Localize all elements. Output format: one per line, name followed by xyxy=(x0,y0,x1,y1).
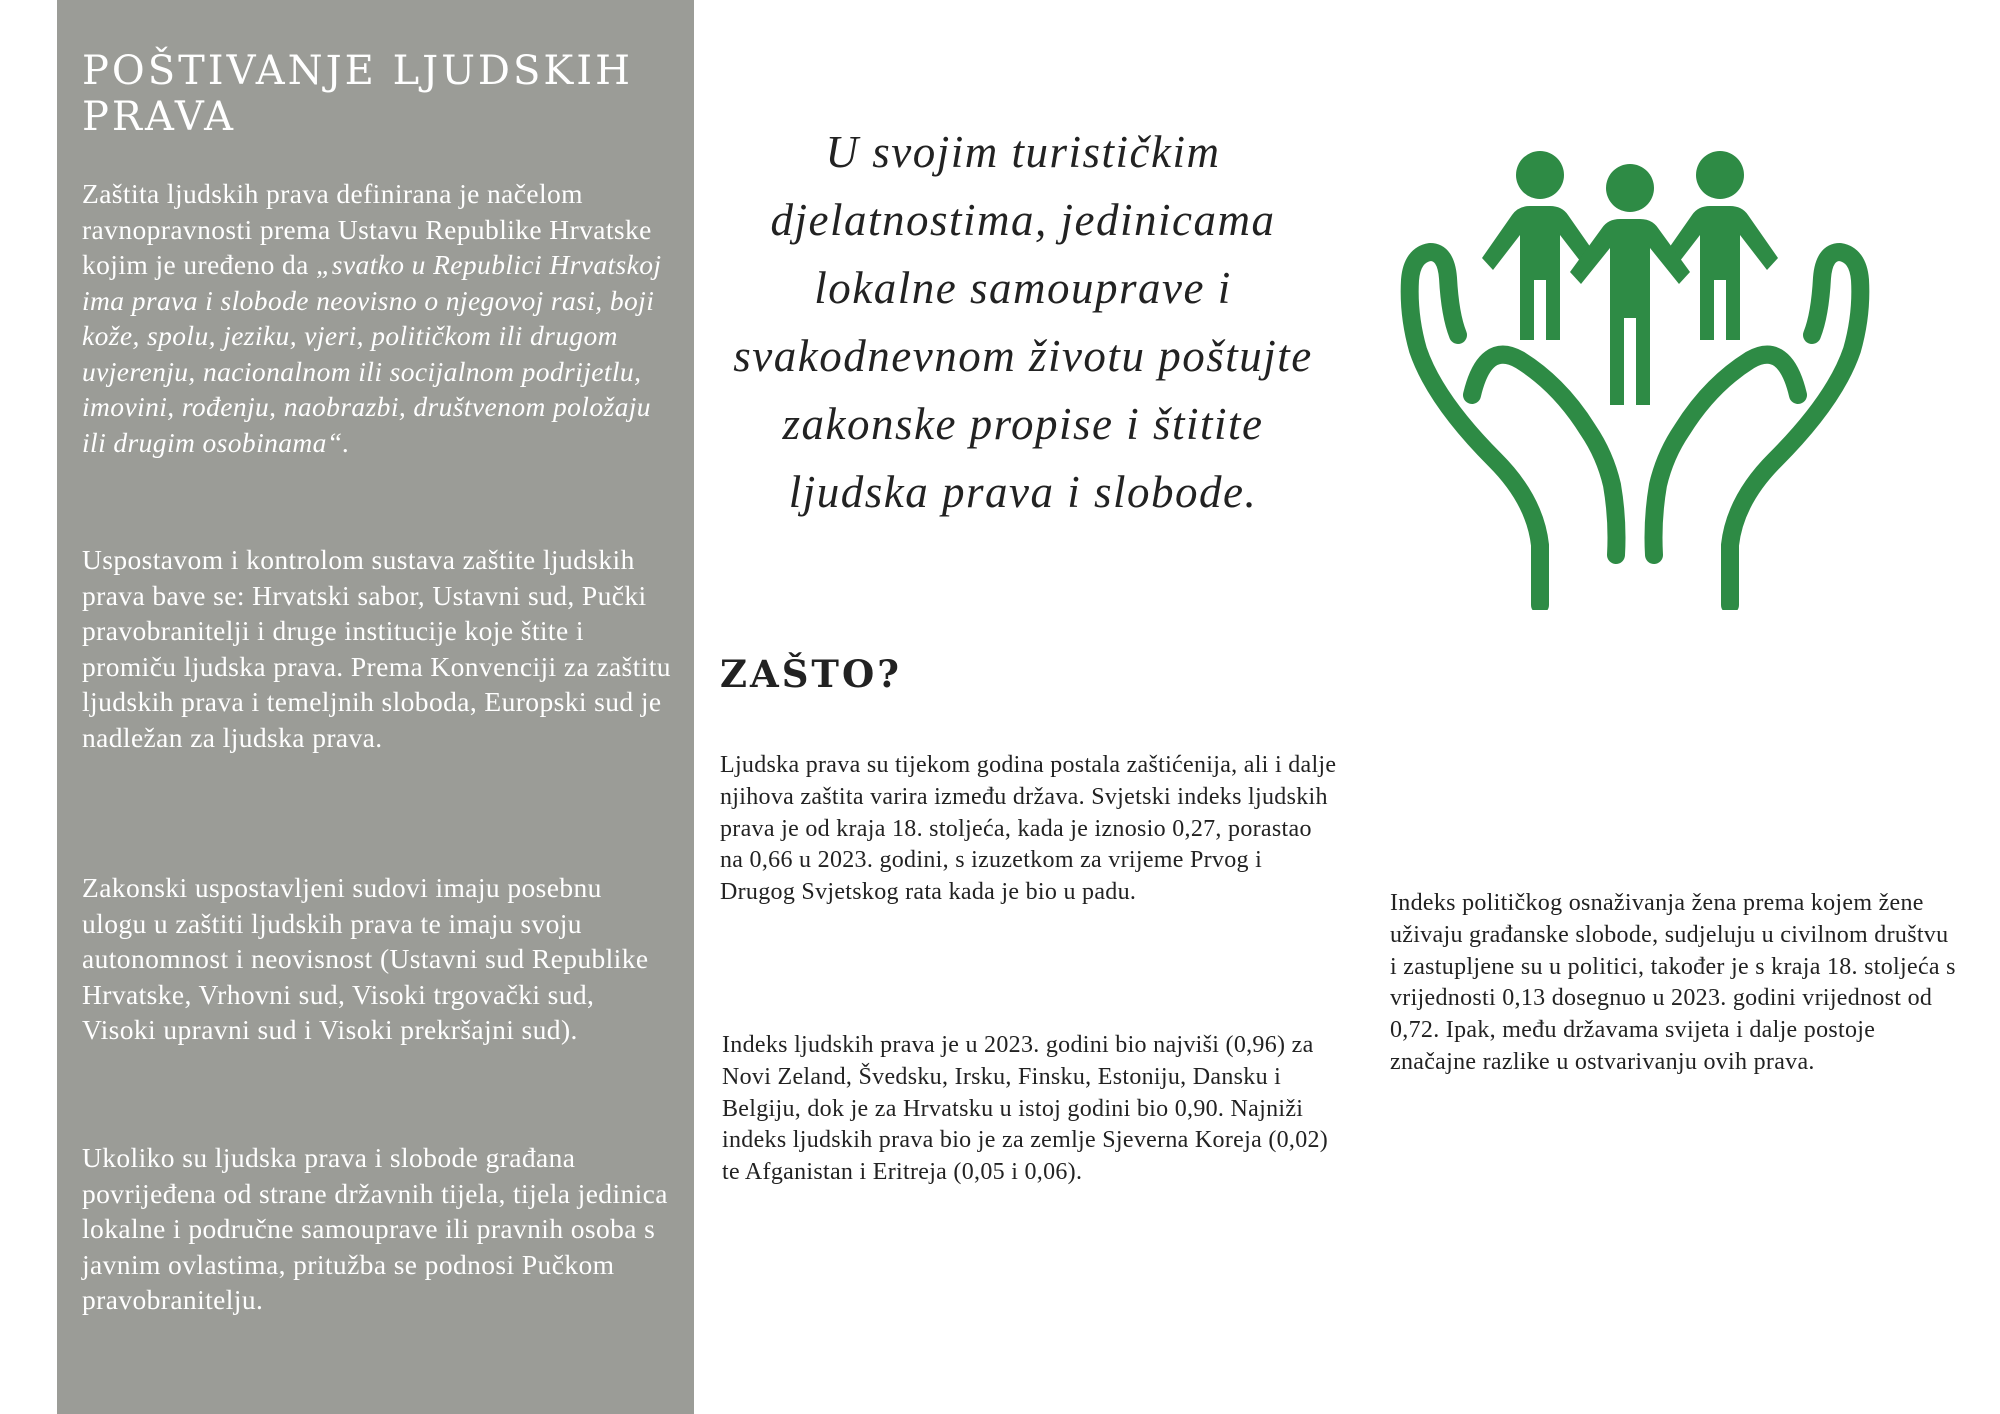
sidebar-paragraph-courts: Zakonski uspostavljeni sudovi imaju posebnu ulogu u zaštiti ljudskih prava te imaju svoju autonomnost i neovisnost (Ustavni sud Republike Hrvatske, Vrhovni sud, Visoki trgovački sud, Visoki upravni sud i Visoki prekršajni sud). xyxy=(82,872,649,1045)
sidebar-paragraph-ombudsman: Ukoliko su ljudska prava i slobode građana povrijeđena od strane državnih tijela, tijela jedinica lokalne i područne samouprave ili pravnih osoba s javnim ovlastima, pritužba se podnosi Pučkom pravobranitelju. xyxy=(82,1142,668,1315)
paragraph-women-empowerment: Indeks političkog osnaživanja žena prema kojem žene uživaju građanske slobode, sudjeluju u civilnom društvu i zastupljene su u politici, također je s kraja 18. stoljeća s vrijednosti 0,13 dosegnuo u 2023. godini vrijednost od 0,72. Ipak, među državama svijeta i dalje postoje značajne razlike u ostvarivanju ovih prava. xyxy=(1390,890,1956,1075)
sidebar-paragraph-constitution xyxy=(82,176,672,460)
paragraph-world-index: Ljudska prava su tijekom godina postala zaštićenija, ali i dalje njihova zaštita varira između država. Svjetski indeks ljudskih prava je od kraja 18. stoljeća, kada je iznosio 0,27, porastao na 0,66 u 2023. godini, s izuzetkom za vrijeme Prvog i Drugog Svjetskog rata kada je bio u padu. xyxy=(720,752,1337,906)
constitution-intro: Zaštita ljudskih prava definirana je načelom ravnopravnosti prema Ustavu Republike Hrvatske kojim je uređeno da xyxy=(82,178,652,280)
constitution-quote: „svatko u Republici Hrvatskoj ima prava i slobode neovisno o njegovoj rasi, boji kože, spolu, jeziku, vjeri, političkom ili drugom uvjerenju, nacionalnom ili socijalnom podrijetlu, imovini, rođenju, naobrazbi, društvenom položaju ili drugim osobinama“. xyxy=(82,249,662,458)
main-quote: U svojim turističkim djelatnostima, jedinicama lokalne samouprave i svakodnevnom životu poštujte zakonske propise i štitite ljudska prava i slobode. xyxy=(733,127,1313,517)
sidebar-paragraph-institutions: Uspostavom i kontrolom sustava zaštite ljudskih prava bave se: Hrvatski sabor, Ustavni sud, Pučki pravobranitelji i druge institucije koje štite i promiču ljudska prava. Prema Konvenciji za zaštitu ljudskih prava i temeljnih sloboda, Europski sud je nadležan za ljudska prava. xyxy=(82,544,671,753)
section-heading-why: ZAŠTO? xyxy=(720,652,902,696)
paragraph-country-index: Indeks ljudskih prava je u 2023. godini bio najviši (0,96) za Novi Zeland, Švedsku, Irsku, Finsku, Estoniju, Dansku i Belgiju, dok je za Hrvatsku u istoj godini bio 0,90. Najniži indeks ljudskih prava bio je za zemlje Sjeverna Koreja (0,02) te Afganistan i Eritreja (0,05 i 0,06). xyxy=(722,1032,1329,1186)
sidebar-title: POŠTIVANJE LJUDSKIH PRAVA xyxy=(82,48,633,140)
hands-protecting-family-icon xyxy=(1400,140,1870,610)
